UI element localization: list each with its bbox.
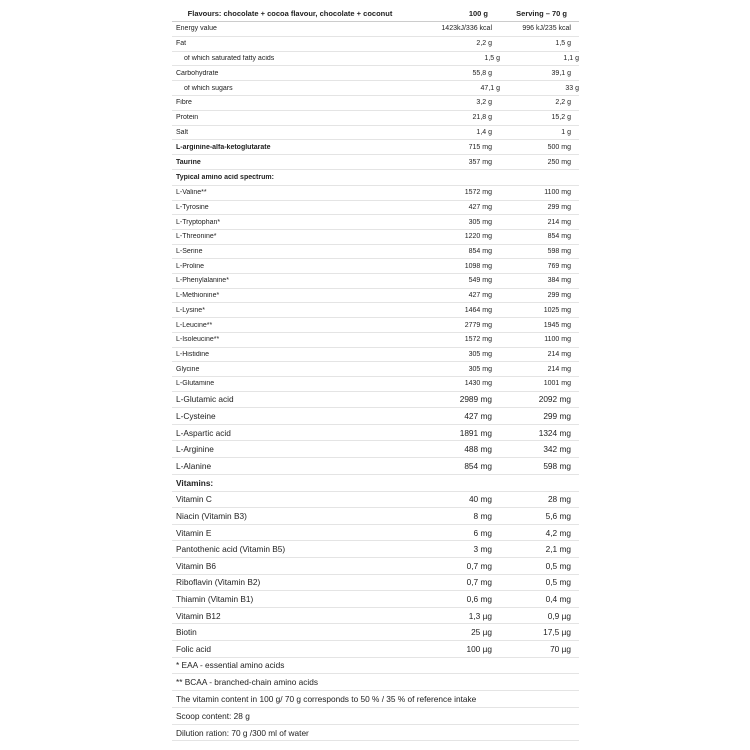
vitamins-section — [172, 492, 579, 658]
nutrition-row-label: Fibre — [176, 99, 192, 107]
footnote-row-label: Dilution ration: 70 g /300 ml of water — [176, 727, 309, 738]
amino-row-label: L-Proline — [176, 262, 205, 270]
vitamin-row — [172, 492, 579, 509]
amino-row-value-100g: 305 mg — [468, 350, 492, 358]
footnote-row — [172, 674, 579, 691]
vitamin-row-label: Niacin (Vitamin B3) — [176, 510, 247, 521]
amino-row — [172, 215, 579, 230]
vitamin-row-value-serving: 28 mg — [547, 494, 571, 505]
nutrition-row-label: Energy value — [176, 25, 217, 33]
amino-row-value-serving: 384 mg — [547, 277, 571, 285]
amino-row-value-serving: 1945 mg — [543, 321, 571, 329]
vitamin-row-value-100g: 1,3 µg — [468, 610, 492, 621]
amino-section-title: Typical amino acid spectrum: — [176, 173, 274, 181]
amino-row-label: L-Phenylalanine* — [176, 277, 229, 285]
amino-row — [172, 259, 579, 274]
amino-row — [172, 318, 579, 333]
nutrition-row-value-100g: 21,8 g — [472, 114, 492, 122]
vitamin-row-value-100g: 3 mg — [473, 544, 492, 555]
nutrition-row-value-100g: 3,2 g — [476, 99, 492, 107]
amino-row-value-100g: 1891 mg — [459, 427, 492, 438]
amino-row-value-serving: 214 mg — [547, 350, 571, 358]
vitamin-row-label: Pantothenic acid (Vitamin B5) — [176, 544, 286, 555]
nutrition-row-value-100g: 55,8 g — [472, 69, 492, 77]
vitamin-row-label: Vitamin C — [176, 494, 212, 505]
amino-row — [172, 186, 579, 201]
vitamin-row-label: Vitamin B6 — [176, 560, 216, 571]
vitamin-row-value-serving: 5,6 mg — [545, 510, 571, 521]
amino-row — [172, 274, 579, 289]
vitamin-row — [172, 641, 579, 658]
nutrition-row — [172, 52, 579, 67]
amino-row-value-100g: 1098 mg — [464, 262, 492, 270]
nutrition-row — [172, 37, 579, 52]
amino-row — [172, 348, 579, 363]
amino-row-value-100g: 427 mg — [468, 204, 492, 211]
amino-row — [172, 377, 579, 392]
amino-row-label: Glycine — [176, 365, 200, 373]
vitamin-row-value-100g: 0,7 mg — [466, 560, 492, 571]
nutrition-section — [172, 22, 579, 170]
amino-row-value-serving: 1324 mg — [538, 427, 571, 438]
nutrition-row — [172, 126, 579, 141]
vitamin-row — [172, 558, 579, 575]
nutrition-row — [172, 81, 579, 96]
nutrition-row-label: of which sugars — [184, 84, 233, 92]
nutrition-row-value-serving: 1,1 g — [563, 54, 579, 62]
vitamin-row-label: Thiamin (Vitamin B1) — [176, 593, 254, 604]
nutrition-row-value-100g: 1,4 g — [476, 128, 492, 136]
vitamin-row-value-serving: 0,5 mg — [545, 560, 571, 571]
vitamin-row-label: Folic acid — [176, 643, 212, 654]
nutrition-row-value-serving: 2,2 g — [555, 99, 571, 107]
amino-row-value-serving: 1001 mg — [543, 380, 571, 388]
amino-row-value-serving: 299 mg — [547, 204, 571, 211]
nutrition-row-value-serving: 1,5 g — [555, 40, 571, 48]
amino-row-value-serving: 299 mg — [543, 410, 571, 421]
footnote-row-label: ** BCAA - branched-chain amino acids — [176, 677, 319, 688]
nutrition-row-value-100g: 357 mg — [468, 158, 492, 166]
nutrition-row-value-100g: 47,1 g — [480, 84, 500, 92]
footnote-row — [172, 658, 579, 675]
amino-row-value-100g: 854 mg — [468, 248, 492, 256]
vitamin-row-value-serving: 70 µg — [550, 643, 571, 654]
amino-row — [172, 458, 579, 475]
nutrition-row-label: of which saturated fatty acids — [184, 54, 275, 62]
amino-section-title-row — [172, 170, 579, 186]
vitamin-row-value-100g: 0,6 mg — [466, 593, 492, 604]
amino-row-label: L-Tyrosine — [176, 204, 209, 211]
amino-row — [172, 245, 579, 260]
col-serving-header: Serving – 70 g — [516, 8, 567, 18]
nutrition-row — [172, 155, 579, 170]
vitamin-row — [172, 608, 579, 625]
amino-row — [172, 392, 579, 409]
amino-row-label: L-Lysine* — [176, 306, 205, 314]
amino-row-value-serving: 598 mg — [547, 248, 571, 256]
vitamin-row — [172, 541, 579, 558]
vitamin-row-value-100g: 25 µg — [471, 627, 492, 638]
vitamin-row-label: Vitamin B12 — [176, 610, 221, 621]
vitamins-section-title: Vitamins: — [176, 477, 214, 488]
nutrition-row-label: Salt — [176, 128, 189, 136]
nutrition-row — [172, 66, 579, 81]
amino-row-value-100g: 427 mg — [468, 292, 492, 300]
amino-row-value-100g: 1430 mg — [464, 380, 492, 388]
amino-row-value-serving: 342 mg — [543, 444, 571, 455]
nutrition-row-value-serving: 39,1 g — [551, 69, 571, 77]
nutrition-row-value-serving: 15,2 g — [551, 114, 571, 122]
vitamin-row-value-serving: 2,1 mg — [545, 544, 571, 555]
amino-row — [172, 303, 579, 318]
nutrition-row — [172, 22, 579, 37]
vitamin-row-label: Riboflavin (Vitamin B2) — [176, 577, 261, 588]
amino-row-value-serving: 598 mg — [543, 460, 571, 471]
amino-row-value-serving: 2092 mg — [538, 394, 571, 405]
amino-row-label: L-Cysteine — [176, 410, 216, 421]
amino-row-value-100g: 305 mg — [468, 365, 492, 373]
nutrition-row-value-100g: 715 mg — [468, 143, 492, 151]
nutrition-row-value-serving: 250 mg — [547, 158, 571, 166]
amino-row-value-serving: 854 mg — [547, 233, 571, 241]
amino-row — [172, 441, 579, 458]
nutrition-row — [172, 96, 579, 111]
amino-row-value-serving: 1100 mg — [544, 336, 571, 344]
amino-small-section — [172, 186, 579, 392]
nutrition-row-label: Carbohydrate — [176, 69, 219, 77]
nutrition-row-value-100g: 2,2 g — [476, 40, 492, 48]
vitamin-row — [172, 508, 579, 525]
amino-row-label: L-Tryptophan* — [176, 218, 221, 226]
amino-row-value-100g: 305 mg — [468, 218, 492, 226]
amino-row-value-100g: 2779 mg — [464, 321, 492, 329]
amino-large-section — [172, 392, 579, 475]
vitamin-row-value-100g: 8 mg — [473, 510, 492, 521]
footnote-row — [172, 708, 579, 725]
amino-row-value-100g: 1464 mg — [464, 306, 492, 314]
amino-row-label: L-Isoleucine** — [176, 336, 220, 344]
nutrition-row-value-serving: 500 mg — [547, 143, 571, 151]
amino-row-value-serving: 1025 mg — [543, 306, 571, 314]
flavours-header: Flavours: chocolate + cocoa flavour, chocolate + coconut — [187, 8, 393, 18]
vitamin-row-value-serving: 4,2 mg — [545, 527, 571, 538]
amino-row — [172, 230, 579, 245]
col-100g-header: 100 g — [468, 8, 488, 18]
nutrition-row-value-serving: 33 g — [565, 84, 579, 92]
amino-row — [172, 408, 579, 425]
amino-row-label: L-Alanine — [176, 460, 212, 471]
footnote-row-label: Scoop content: 28 g — [176, 710, 250, 721]
vitamin-row-value-100g: 0,7 mg — [466, 577, 492, 588]
amino-row-value-serving: 769 mg — [547, 262, 571, 270]
nutrition-row-value-100g: 1,5 g — [484, 54, 500, 62]
vitamin-row — [172, 591, 579, 608]
amino-row-label: L-Leucine** — [176, 321, 213, 329]
nutrition-row-label: Taurine — [176, 158, 201, 166]
amino-row-value-100g: 549 mg — [468, 277, 492, 285]
amino-row-value-100g: 427 mg — [464, 410, 492, 421]
amino-row — [172, 289, 579, 304]
nutrition-table — [172, 5, 579, 741]
amino-row — [172, 425, 579, 442]
vitamin-row-value-100g: 40 mg — [468, 494, 492, 505]
footnote-row-label: * EAA - essential amino acids — [176, 660, 285, 671]
vitamins-section-title-row — [172, 475, 579, 492]
vitamin-row-value-100g: 6 mg — [473, 527, 492, 538]
amino-row-value-100g: 1220 mg — [464, 233, 492, 241]
amino-row-value-100g: 1572 mg — [464, 336, 492, 344]
amino-row-label: L-Methionine* — [176, 292, 220, 300]
amino-row — [172, 333, 579, 348]
amino-row-label: L-Threonine* — [176, 233, 217, 241]
vitamin-row-label: Vitamin E — [176, 527, 212, 538]
nutrition-row-label: L-arginine-alfa-ketoglutarate — [176, 143, 271, 151]
vitamin-row — [172, 575, 579, 592]
vitamin-row-value-serving: 17,5 µg — [543, 627, 571, 638]
amino-row-label: L-Glutamine — [176, 380, 215, 388]
amino-row-value-serving: 299 mg — [547, 292, 571, 300]
vitamin-row-value-serving: 0,9 µg — [547, 610, 571, 621]
amino-row-label: L-Arginine — [176, 444, 214, 455]
table-header-row — [172, 5, 579, 22]
nutrition-row-label: Protein — [176, 114, 199, 122]
vitamin-row-value-serving: 0,4 mg — [545, 593, 571, 604]
vitamin-row-value-100g: 100 µg — [466, 643, 492, 654]
vitamin-row — [172, 525, 579, 542]
amino-row-value-100g: 854 mg — [464, 460, 492, 471]
vitamin-row-value-serving: 0,5 mg — [545, 577, 571, 588]
nutrition-row-label: Fat — [176, 40, 187, 48]
footnote-row-label: The vitamin content in 100 g/ 70 g corresponds to 50 % / 35 % of reference intake — [176, 693, 477, 704]
nutrition-row-value-serving: 1 g — [561, 128, 571, 136]
nutrition-row — [172, 111, 579, 126]
amino-row-label: L-Glutamic acid — [176, 394, 234, 405]
vitamin-row-label: Biotin — [176, 627, 197, 638]
footnote-row — [172, 725, 579, 742]
amino-row-label: L-Aspartic acid — [176, 427, 231, 438]
amino-row-value-serving: 214 mg — [547, 218, 571, 226]
nutrition-row-value-serving: 996 kJ/235 kcal — [522, 25, 571, 33]
amino-row — [172, 362, 579, 377]
amino-row-label: L-Serine — [176, 248, 203, 256]
footnote-row — [172, 691, 579, 708]
nutrition-row — [172, 140, 579, 155]
vitamin-row — [172, 624, 579, 641]
nutrition-row-value-100g: 1423kJ/336 kcal — [441, 25, 492, 33]
amino-row-value-100g: 1572 mg — [464, 189, 492, 197]
amino-row-label: L-Valine** — [176, 189, 207, 197]
footnotes-section — [172, 658, 579, 742]
amino-row — [172, 201, 579, 216]
amino-row-value-serving: 214 mg — [547, 365, 571, 373]
amino-row-value-serving: 1100 mg — [544, 189, 571, 197]
amino-row-label: L-Histidine — [176, 350, 210, 358]
amino-row-value-100g: 488 mg — [464, 444, 492, 455]
amino-row-value-100g: 2989 mg — [459, 394, 492, 405]
